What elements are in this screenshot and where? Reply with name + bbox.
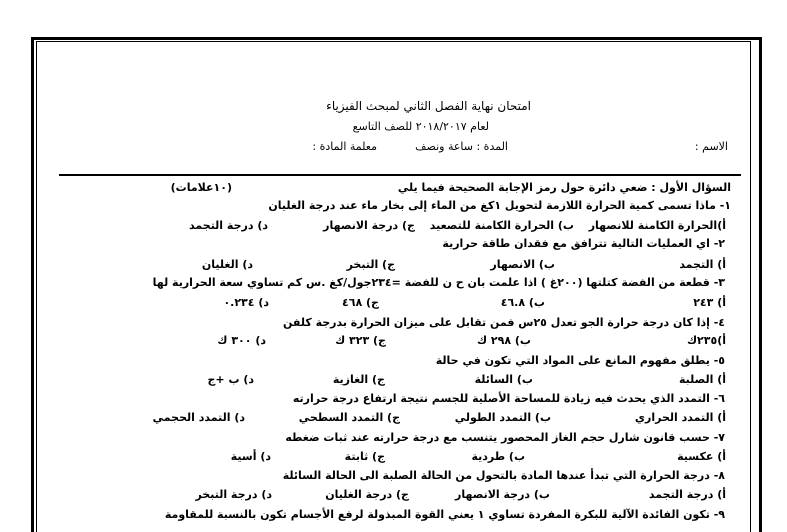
q5-option-c[interactable]: ج) الغازية: [332, 373, 385, 386]
q5-option-b[interactable]: ب) السائلة: [474, 373, 533, 386]
q4-option-a[interactable]: أ)٢٣٥ك: [686, 334, 726, 347]
q6-option-a[interactable]: أ) التمدد الحراري: [634, 411, 726, 424]
q7-option-a[interactable]: أ) عكسية: [677, 450, 726, 463]
question-1: ١- ماذا تسمى كمية الحرارة اللازمة لتحويل ١كغ من الماء إلى بخار ماء عند درجة الغليان: [268, 199, 731, 212]
q3-option-c[interactable]: ج) ٤٦٨: [342, 296, 379, 309]
exam-year: لعام ٢٠١٨/٢٠١٧ للصف التاسع: [352, 120, 489, 133]
question-5: ٥- يطلق مفهوم المانع على المواد التي تكون في حالة: [435, 354, 725, 367]
section1-title: السؤال الأول : ضعي دائرة حول رمز الإجابة الصحيحة فيما يلي: [397, 181, 731, 194]
q6-option-c[interactable]: ج) التمدد السطحي: [298, 411, 400, 424]
q4-option-c[interactable]: ج) ٣٢٣ ك: [335, 334, 386, 347]
q5-option-d[interactable]: د) ب +ج: [207, 373, 254, 386]
q7-option-d[interactable]: د) أسية: [230, 450, 271, 463]
q1-option-c[interactable]: ج) درجة الانصهار: [323, 219, 415, 232]
q1-option-b[interactable]: ب) الحرارة الكامنة للتصعيد: [429, 219, 574, 232]
exam-duration: المدة : ساعة ونصف: [415, 140, 508, 153]
q8-option-b[interactable]: ب) درجة الانصهار: [455, 488, 550, 501]
q3-option-b[interactable]: ب) ٤٦.٨: [500, 296, 545, 309]
question-6: ٦- التمدد الذي يحدث فيه زيادة للمساحة الأصلية للجسم نتيجة ارتفاع درجة حرارته: [292, 392, 725, 405]
q7-option-b[interactable]: ب) طردية: [471, 450, 525, 463]
q6-option-b[interactable]: ب) التمدد الطولي: [454, 411, 551, 424]
question-3: ٣- قطعة من الفضة كتلتها (٢٠٠غ ) اذا علمت بان ح ن للفضة =٢٣٤جول/كغ .س كم تساوي سعة الحرارية لها: [152, 276, 725, 289]
q2-option-c[interactable]: ج) التبخر: [346, 258, 395, 271]
q5-option-a[interactable]: أ) الصلبة: [678, 373, 726, 386]
student-name-label: الاسم :: [694, 140, 728, 153]
q8-option-a[interactable]: أ) درجة التجمد: [648, 488, 726, 501]
q6-option-d[interactable]: د) التمدد الحجمي: [152, 411, 245, 424]
exam-title: امتحان نهاية الفصل الثاني لمبحث الفيزياء: [326, 99, 531, 113]
q8-option-c[interactable]: ج) درجة الغليان: [325, 488, 409, 501]
q8-option-d[interactable]: د) درجة التبخر: [195, 488, 272, 501]
section1-marks: (١٠علامات): [170, 181, 232, 194]
q3-option-a[interactable]: أ) ٢٤٣: [693, 296, 726, 309]
q4-option-d[interactable]: د) ٣٠٠ ك: [217, 334, 266, 347]
question-7: ٧- حسب قانون شارل حجم الغاز المحصور يتنسب مع درجة حرارته عند ثبات ضغطه: [285, 431, 725, 444]
header-divider: [59, 174, 741, 176]
q7-option-c[interactable]: ج) ثابتة: [344, 450, 385, 463]
q2-option-b[interactable]: ب) الانصهار: [490, 258, 555, 271]
question-4: ٤- إذا كان درجة حرارة الجو تعدل ٢٥س فمن تقابل على ميزان الحرارة بدرجة كلفن: [283, 316, 725, 329]
q3-option-d[interactable]: د) ٠.٢٣٤: [223, 296, 269, 309]
question-8: ٨- درجة الحرارة التي تبدأ عندها المادة بالتحول من الحالة الصلبة الى الحالة السائلة: [282, 469, 725, 482]
q2-option-a[interactable]: أ) التجمد: [679, 258, 726, 271]
teacher-label: معلمة المادة :: [312, 140, 377, 153]
q2-option-d[interactable]: د) الغليان: [201, 258, 253, 271]
question-2: ٢- اي العمليات التالية تترافق مع فقدان طاقة حرارية: [442, 237, 725, 250]
question-9: ٩- تكون الفائدة الآلية للبكرة المفردة تساوي ١ يعني القوة المبذولة لرفع الأجسام تكون بالنسبة للمقاومة: [164, 508, 725, 521]
q4-option-b[interactable]: ب) ٢٩٨ ك: [477, 334, 531, 347]
q1-option-d[interactable]: د) درجة التجمد: [189, 219, 268, 232]
q1-option-a[interactable]: أ)الحرارة الكامنة للانصهار: [588, 219, 726, 232]
